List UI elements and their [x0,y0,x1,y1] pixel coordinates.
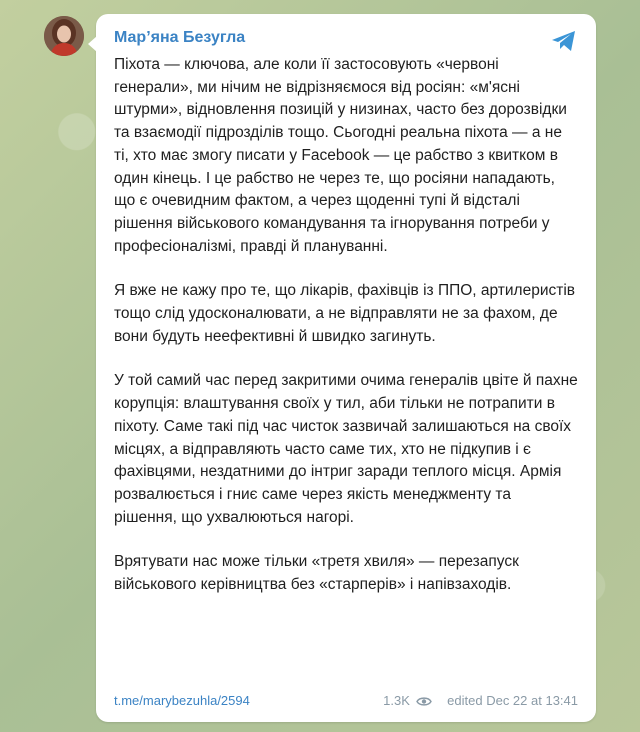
message-paragraph: Піхота — ключова, але коли її застосовують «червоні генерали», ми нічим не відрізняємося від росіян: «м'ясні штурми», відновлення позицій у низинах, часто без дорозвідки та взаємодії підрозділів тощо. Сьогодні реальна піхота — а не ті, хто має змогу писати у Facebook — це рабство з квитком в один кінець. І це рабство не через те, що росіяни нападають, що є очевидним фактом, а через щоденні тупі й відсталі рішення військового командування та ігнорування потреби у професіоналізмі, правді й плануванні. [114,56,567,255]
message-paragraph: Я вже не кажу про те, що лікарів, фахівців із ППО, артилеристів тощо слід удосконалювати, а не відправляти не за фахом, де вони будуть неефективні й швидко загинуть. [114,282,576,345]
message-footer [114,692,578,710]
telegram-share-icon[interactable] [550,28,578,54]
message-bubble [96,14,596,722]
message-paragraph: Врятувати нас може тільки «третя хвиля» — перезапуск військового керівництва без «старперів» і напівзаходів. [114,553,519,594]
message-meta [383,692,578,712]
edited-label: edited [447,693,483,708]
post-link[interactable]: t.me/marybezuhla/2594 [114,693,250,708]
eye-icon [416,694,432,712]
views-count: 1.3K [383,693,410,708]
message-paragraph: У той самий час перед закритими очима генералів цвіте й пахне корупція: влаштування своїх у тил, аби тільки не потрапити в піхоту. Саме такі під час чисток зазвичай залишаються на своїх місцях, а відправляють часто саме тих, хто не підкупив і є фахівцями, нездатними до інтриг заради теплого місця. Армія розвалюється і гниє саме через якість менеджменту та рішення, що ухвалюються нагорі. [114,372,578,526]
author-name[interactable]: Мар’яна Безугла [114,29,246,46]
message-timestamp: Dec 22 at 13:41 [486,693,578,708]
author-avatar[interactable] [44,16,84,56]
